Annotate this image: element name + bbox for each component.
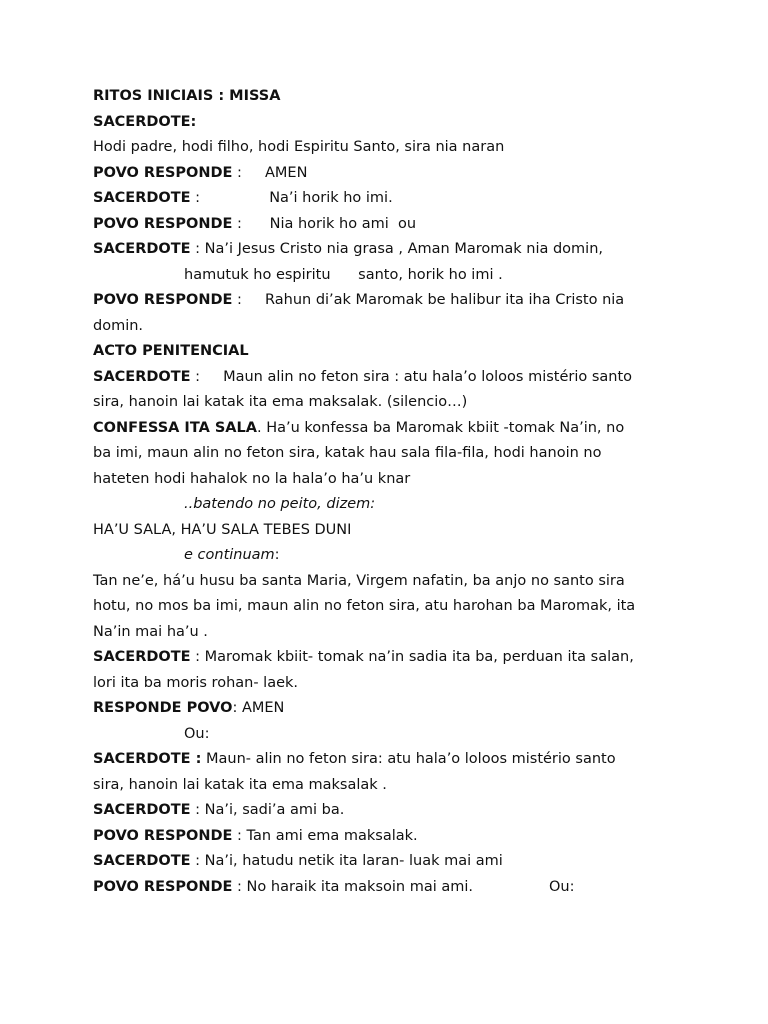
document-page: [93, 84, 693, 900]
text-line: HA’U SALA, HA’U SALA TEBES DUNI: [93, 521, 352, 538]
response-text: Nia horik ho ami ou: [269, 215, 417, 232]
response-text: Na’i horik ho imi.: [269, 190, 393, 206]
dialogue-line: [93, 212, 693, 238]
alternative-marker: Ou:: [549, 878, 575, 895]
dialogue-text: : Na’i, sadi’a ami ba.: [190, 802, 345, 818]
separator: :: [232, 292, 265, 308]
dialogue-line: [93, 416, 693, 442]
section-heading: ACTO PENITENCIAL: [93, 343, 249, 359]
speaker-label: CONFESSA ITA SALA: [93, 419, 257, 436]
speaker-label: SACERDOTE: [93, 853, 191, 869]
text-line: hateten hodi hahalok no la hala’o ha’u knar: [93, 470, 411, 487]
text-line: lori ita ba moris rohan- laek.: [93, 674, 299, 691]
speaker-label: SACERDOTE: [93, 649, 191, 665]
dialogue-text: : Maun alin no feton sira : atu hala’o loloos mistério santo: [190, 368, 633, 385]
dialogue-line: [93, 645, 693, 671]
speaker-label: SACERDOTE:: [93, 113, 197, 130]
text-line: domin.: [93, 317, 144, 334]
speaker-label: POVO RESPONDE: [93, 215, 233, 232]
dialogue-line: [93, 747, 693, 773]
dialogue-line: [93, 288, 693, 314]
rubric-line: [93, 543, 693, 569]
dialogue-text: : Maromak kbiit- tomak na’in sadia ita ba, perduan ita salan,: [190, 649, 634, 665]
rubric-text: e continuam: [184, 547, 275, 563]
dialogue-text: Maun- alin no feton sira: atu hala’o loloos mistério santo: [201, 751, 616, 767]
dialogue-line: [93, 849, 693, 875]
dialogue-line: [93, 186, 693, 212]
text-line: sira, hanoin lai katak ita ema maksalak. (silencio…): [93, 394, 468, 410]
speaker-label: RESPONDE POVO: [93, 700, 233, 716]
dialogue-line: [93, 696, 693, 722]
dialogue-line: [93, 161, 693, 187]
dialogue-text: : Tan ami ema maksalak.: [232, 827, 418, 844]
text-line: ba imi, maun alin no feton sira, katak hau sala fila-fila, hodi hanoin no: [93, 445, 602, 461]
dialogue-line: [93, 824, 693, 850]
response-text: Rahun di’ak Maromak be halibur ita iha Cristo nia: [265, 292, 625, 308]
dialogue-line: [93, 875, 693, 901]
speaker-label: SACERDOTE :: [93, 751, 202, 767]
speaker-label: POVO RESPONDE: [93, 164, 233, 181]
text-line: Tan ne’e, há’u husu ba santa Maria, Virgem nafatin, ba anjo no santo sira: [93, 572, 625, 589]
speaker-label: SACERDOTE: [93, 190, 191, 206]
speaker-label: SACERDOTE: [93, 802, 191, 818]
dialogue-text: : AMEN: [232, 700, 285, 716]
rubric-colon: :: [274, 547, 280, 563]
speaker-label: SACERDOTE: [93, 368, 191, 385]
dialogue-text: : Na’i, hatudu netik ita laran- luak mai ami: [190, 853, 503, 869]
text-line: hamutuk ho espiritu santo, horik ho imi .: [184, 266, 503, 283]
speaker-label: POVO RESPONDE: [93, 292, 233, 308]
separator: :: [190, 190, 270, 206]
speaker-label: POVO RESPONDE: [93, 878, 233, 895]
dialogue-text: . Ha’u konfessa ba Maromak kbiit -tomak Na’in, no: [256, 419, 625, 436]
text-line: hotu, no mos ba imi, maun alin no feton sira, atu harohan ba Maromak, ita: [93, 598, 636, 614]
text-line: Hodi padre, hodi filho, hodi Espiritu Santo, sira nia naran: [93, 139, 505, 155]
text-line: Ou:: [184, 725, 210, 742]
text-line: Na’in mai ha’u .: [93, 623, 208, 640]
response-text: AMEN: [265, 164, 308, 181]
dialogue-line: [93, 798, 693, 824]
dialogue-text: : Na’i Jesus Cristo nia grasa , Aman Maromak nia domin,: [190, 241, 603, 257]
document-title: RITOS INICIAIS : MISSA: [93, 88, 281, 104]
speaker-label: SACERDOTE: [93, 241, 191, 257]
speaker-label: POVO RESPONDE: [93, 827, 233, 844]
dialogue-text: : No haraik ita maksoin mai ami.: [232, 878, 474, 895]
separator: :: [232, 215, 270, 232]
dialogue-line: [93, 365, 693, 391]
rubric-line: ..batendo no peito, dizem:: [184, 496, 376, 512]
text-line: sira, hanoin lai katak ita ema maksalak .: [93, 776, 387, 793]
separator: :: [232, 164, 265, 181]
dialogue-line: [93, 237, 693, 263]
